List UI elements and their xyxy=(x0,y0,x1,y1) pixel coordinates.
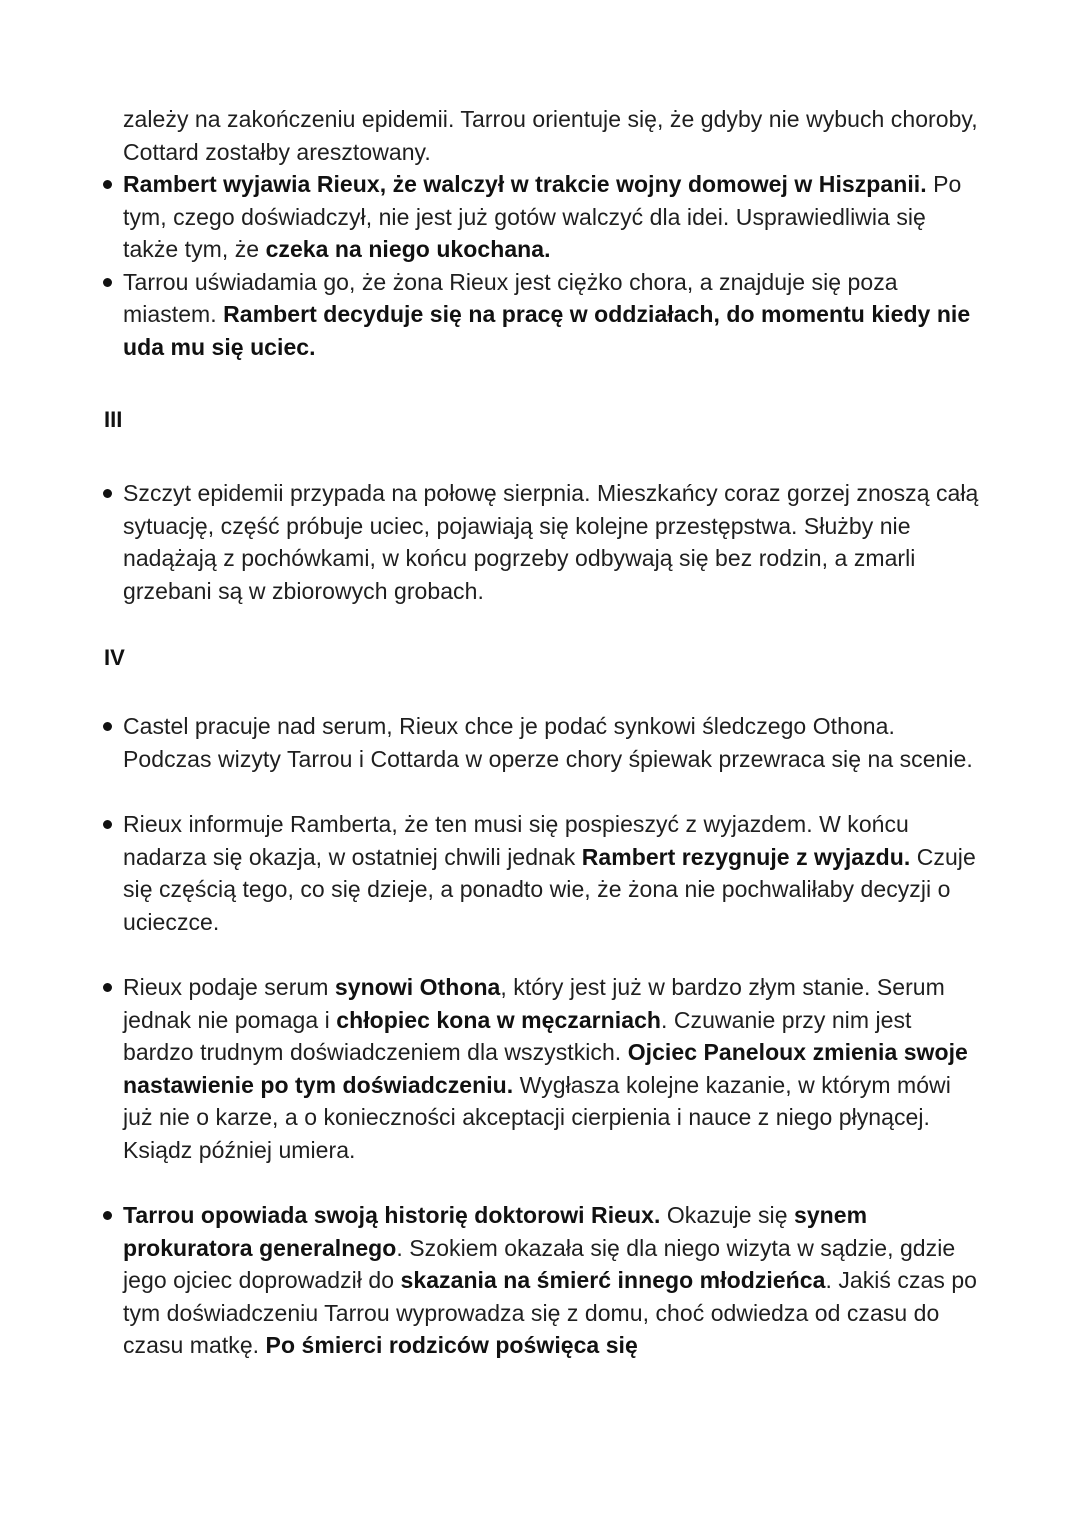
text-segment: , który jest już w bardzo złym stanie. Serum jednak nie pomaga i xyxy=(123,974,945,1033)
bullet-rambert-stays xyxy=(103,808,980,938)
text-segment: Po tym, czego doświadczył, nie jest już gotów walczyć dla idei. Usprawiedliwia się także tym, że xyxy=(123,171,962,262)
text-segment: . Jakiś czas po tym doświadczeniu Tarrou wyprowadza się z domu, choć odwiedza od czasu do czasu matkę. xyxy=(123,1267,978,1358)
text-segment: Rieux podaje serum xyxy=(123,974,335,1000)
text-segment: Czuje się częścią tego, co się dzieje, a ponadto wie, że żona nie pochwaliłaby decyzji o ucieczce. xyxy=(123,843,976,935)
bullet-castel-serum xyxy=(103,710,980,775)
text-segment: Wygłasza kolejne kazanie, w którym mówi już nie o karze, a o konieczności akceptacji cierpienia i nauce z niego płynącej. Ksiądz później umiera. xyxy=(123,1071,951,1163)
bullet-othon-son xyxy=(103,971,980,1166)
bold-text-segment: Ojciec Paneloux zmienia swoje nastawienie po tym doświadczeniu. xyxy=(123,1039,968,1098)
bold-text-segment: synem prokuratora generalnego xyxy=(123,1202,868,1261)
section-heading-iv: IV xyxy=(104,645,125,670)
bullet-tarrou-story xyxy=(103,1199,980,1362)
continuation-paragraph xyxy=(103,103,980,168)
section-heading-iii: III xyxy=(104,407,123,432)
text-segment: Rieux informuje Ramberta, że ten musi się pospieszyć z wyjazdem. W końcu nadarza się okazja, w ostatniej chwili jednak xyxy=(123,811,909,870)
bold-text-segment: Po śmierci rodziców poświęca się xyxy=(265,1332,638,1358)
bold-text-segment: synowi Othona xyxy=(334,974,501,1000)
bold-text-segment: Rambert decyduje się na pracę w oddziałach, do momentu kiedy nie uda mu się uciec. xyxy=(123,301,971,360)
bullet-epidemic-peak xyxy=(103,477,980,607)
text-segment: Szczyt epidemii przypada na połowę sierpnia. Mieszkańcy coraz gorzej znoszą całą sytuację, część próbuje uciec, pojawiają się kolejne przestępstwa. Służby nie nadążają z pochówkami, w końcu pogrzeby odbywają się bez rodzin, a zmarli grzebani są w zbiorowych grobach. xyxy=(123,480,979,604)
text-segment: . Szokiem okazała się dla niego wizyta w sądzie, gdzie jego ojciec doprowadził do xyxy=(123,1234,956,1293)
text-segment: Tarrou uświadamia go, że żona Rieux jest ciężko chora, a znajduje się poza miastem. xyxy=(123,268,898,327)
bold-text-segment: Tarrou opowiada swoją historię doktorowi Rieux. xyxy=(123,1202,661,1228)
text-segment: . Czuwanie przy nim jest bardzo trudnym doświadczeniem dla wszystkich. xyxy=(123,1006,912,1065)
bold-text-segment: skazania na śmierć innego młodzieńca xyxy=(400,1267,826,1293)
bold-text-segment: Rambert rezygnuje z wyjazdu. xyxy=(581,843,911,870)
text-segment: zależy na zakończeniu epidemii. Tarrou orientuje się, że gdyby nie wybuch choroby, Cottard zostałby aresztowany. xyxy=(123,106,978,165)
bold-text-segment: Rambert wyjawia Rieux, że walczył w trakcie wojny domowej w Hiszpanii. xyxy=(123,171,927,197)
text-segment: Okazuje się xyxy=(660,1202,794,1228)
text-segment: Castel pracuje nad serum, Rieux chce je podać synkowi śledczego Othona. Podczas wizyty Tarrou i Cottarda w operze chory śpiewak przewraca się na scenie. xyxy=(123,713,973,772)
bullet-rambert-decision xyxy=(103,266,980,364)
bullet-rambert-spain xyxy=(103,168,980,266)
bold-text-segment: czeka na niego ukochana. xyxy=(265,236,551,262)
bold-text-segment: chłopiec kona w męczarniach xyxy=(336,1006,662,1033)
